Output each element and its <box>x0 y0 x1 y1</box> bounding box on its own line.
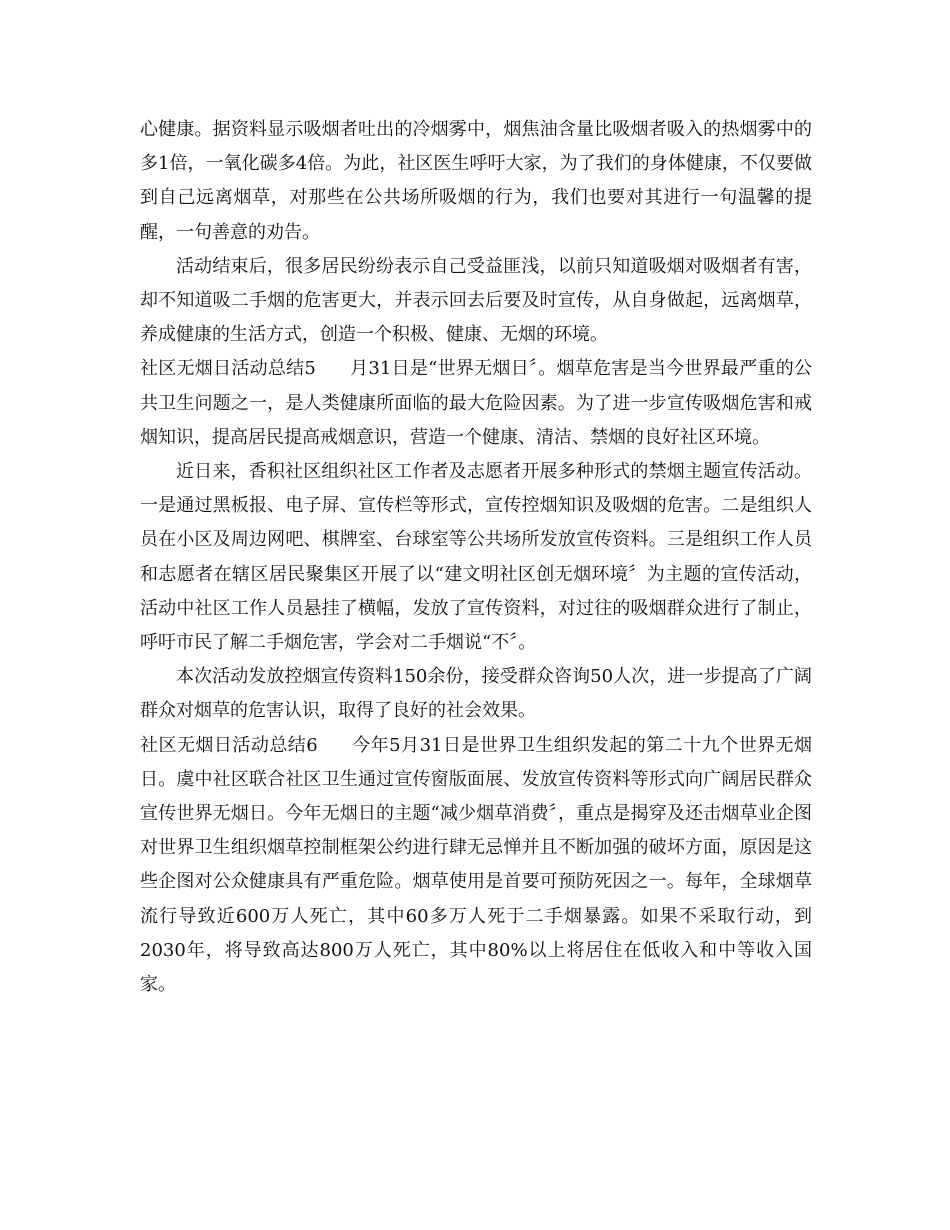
section-summary-5 <box>140 352 812 455</box>
section-text-5: 月31日是“世界无烟日〞。烟草危害是当今世界最严重的公共卫生问题之一，是人类健康所面临的最大危险因素。为了进一步宣传吸烟危害和戒烟知识，提高居民提高戒烟意识，营造一个健康、清洁、禁烟的良好社区环境。 <box>140 358 813 448</box>
paragraph-activity-outcome: 本次活动发放控烟宣传资料150余份，接受群众咨询50人次，进一步提高了广阔群众对烟草的危害认识，取得了良好的社会效果。 <box>140 666 812 722</box>
paragraph-activity-results: 活动结束后，很多居民纷纷表示自己受益匪浅，以前只知道吸烟对吸烟者有害，却不知道吸二手烟的危害更大，并表示回去后要及时宣传，从自身做起，远离烟草，养成健康的生活方式，创造一个积极、健康、无烟的环境。 <box>140 255 812 346</box>
paragraph-recent-activities: 近日来，香积社区组织社区工作者及志愿者开展多种形式的禁烟主题宣传活动。一是通过黑板报、电子屏、宣传栏等形式，宣传控烟知识及吸烟的危害。二是组织人员在小区及周边网吧、棋牌室、台球室等公共场所发放宣传资料。三是组织工作人员和志愿者在辖区居民聚集区开展了以“建文明社区创无烟环境〞为主题的宣传活动，活动中社区工作人员悬挂了横幅，发放了宣传资料，对过往的吸烟群众进行了制止，呼吁市民了解二手烟危害，学会对二手烟说“不〞。 <box>140 461 812 654</box>
document-body <box>140 113 812 1002</box>
section-heading-5: 社区无烟日活动总结5 <box>140 358 316 380</box>
paragraph-continuation: 心健康。据资料显示吸烟者吐出的冷烟雾中，烟焦油含量比吸烟者吸入的热烟雾中的多1倍，一氧化碳多4倍。为此，社区医生呼吁大家，为了我们的身体健康，不仅要做到自己远离烟草，对那些在公共场所吸烟的行为，我们也要对其进行一句温馨的提醒，一句善意的劝告。 <box>140 119 812 243</box>
section-heading-6: 社区无烟日活动总结6 <box>140 734 318 756</box>
section-text-6: 今年5月31日是世界卫生组织发起的第二十九个世界无烟日。虞中社区联合社区卫生通过宣传窗版面展、发放宣传资料等形式向广阔居民群众宣传世界无烟日。今年无烟日的主题“减少烟草消费〞，重点是揭穿及还击烟草业企图对世界卫生组织烟草控制框架公约进行肆无忌惮并且不断加强的破坏方面，原因是这些企图对公众健康具有严重危险。烟草使用是首要可预防死因之一。每年，全球烟草流行导致近600万人死亡，其中60多万人死于二手烟暴露。如果不采取行动，到2030年，将导致高达800万人死亡，其中80%以上将居住在低收入和中等收入国家。 <box>140 734 813 996</box>
section-summary-6 <box>140 729 812 1003</box>
